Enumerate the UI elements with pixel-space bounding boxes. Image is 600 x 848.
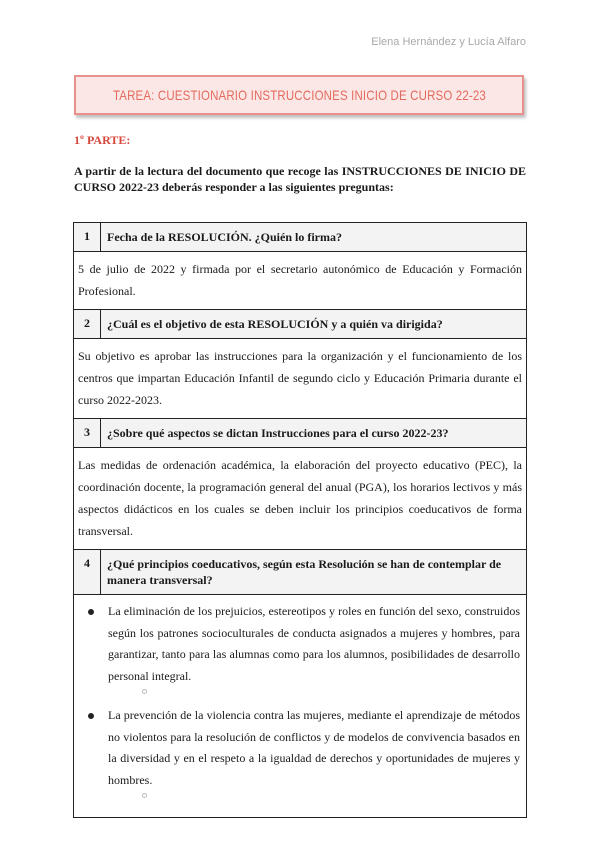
answer-row — [74, 339, 527, 419]
empty-sub-bullet — [142, 687, 520, 705]
answer-text: Las medidas de ordenación académica, la elaboración del proyecto educativo (PEC), la coordinación docente, la programación general del anual (PGA), los horarios lectivos y más aspectos didácticos en los cuales se deben incluir los principios coeducativos de forma transversal. — [74, 448, 527, 550]
question-text: ¿Sobre qué aspectos se dictan Instrucciones para el curso 2022-23? — [101, 419, 527, 448]
part-heading: 1º PARTE: — [74, 133, 131, 147]
list-item — [82, 705, 520, 791]
answer-row — [74, 448, 527, 550]
question-row — [74, 223, 527, 252]
answer-list-cell — [74, 595, 527, 818]
question-text: ¿Cuál es el objetivo de esta RESOLUCIÓN y a quién va dirigida? — [101, 310, 527, 339]
question-text: ¿Qué principios coeducativos, según esta Resolución se han de contemplar de manera transversal? — [101, 550, 527, 595]
list-item — [82, 601, 520, 687]
answer-row — [74, 595, 527, 818]
bullet-icon — [88, 713, 94, 719]
question-text: Fecha de la RESOLUCIÓN. ¿Quién lo firma? — [101, 223, 527, 252]
questionnaire-table — [73, 222, 527, 818]
question-row — [74, 419, 527, 448]
hollow-bullet-icon — [142, 793, 147, 798]
empty-sub-bullet — [142, 791, 520, 809]
question-number: 2 — [74, 310, 101, 339]
question-number: 4 — [74, 550, 101, 595]
question-row — [74, 550, 527, 595]
hollow-bullet-icon — [142, 689, 147, 694]
question-number: 1 — [74, 223, 101, 252]
list-item-text: La eliminación de los prejuicios, estereotipos y roles en función del sexo, construidos según los patrones socioculturales de conducta asignados a mujeres y hombres, para garantizar, tanto para las alumnas como para los alumnos, posibilidades de desarrollo personal integral. — [108, 604, 520, 683]
answer-row — [74, 252, 527, 310]
title-banner — [74, 75, 524, 115]
document-authors: Elena Hernández y Lucía Alfaro — [371, 36, 526, 48]
answer-text: Su objetivo es aprobar las instrucciones para la organización y el funcionamiento de los centros que impartan Educación Infantil de segundo ciclo y Educación Primaria durante el curso 2022-2023. — [74, 339, 527, 419]
list-item-text: La prevención de la violencia contra las mujeres, mediante el aprendizaje de métodos no violentos para la resolución de conflictos y de modelos de convivencia basados en la diversidad y en el respeto a la igualdad de derechos y oportunidades de mujeres y hombres. — [108, 708, 520, 787]
bullet-icon — [88, 609, 94, 615]
document-title: TAREA: CUESTIONARIO INSTRUCCIONES INICIO DE CURSO 22-23 — [112, 87, 486, 103]
question-number: 3 — [74, 419, 101, 448]
question-row — [74, 310, 527, 339]
answer-text: 5 de julio de 2022 y firmada por el secretario autonómico de Educación y Formación Profesional. — [74, 252, 527, 310]
principles-list — [82, 601, 520, 809]
intro-paragraph: A partir de la lectura del documento que recoge las INSTRUCCIONES DE INICIO DE CURSO 2022-23 deberás responder a las siguientes preguntas: — [74, 164, 526, 194]
